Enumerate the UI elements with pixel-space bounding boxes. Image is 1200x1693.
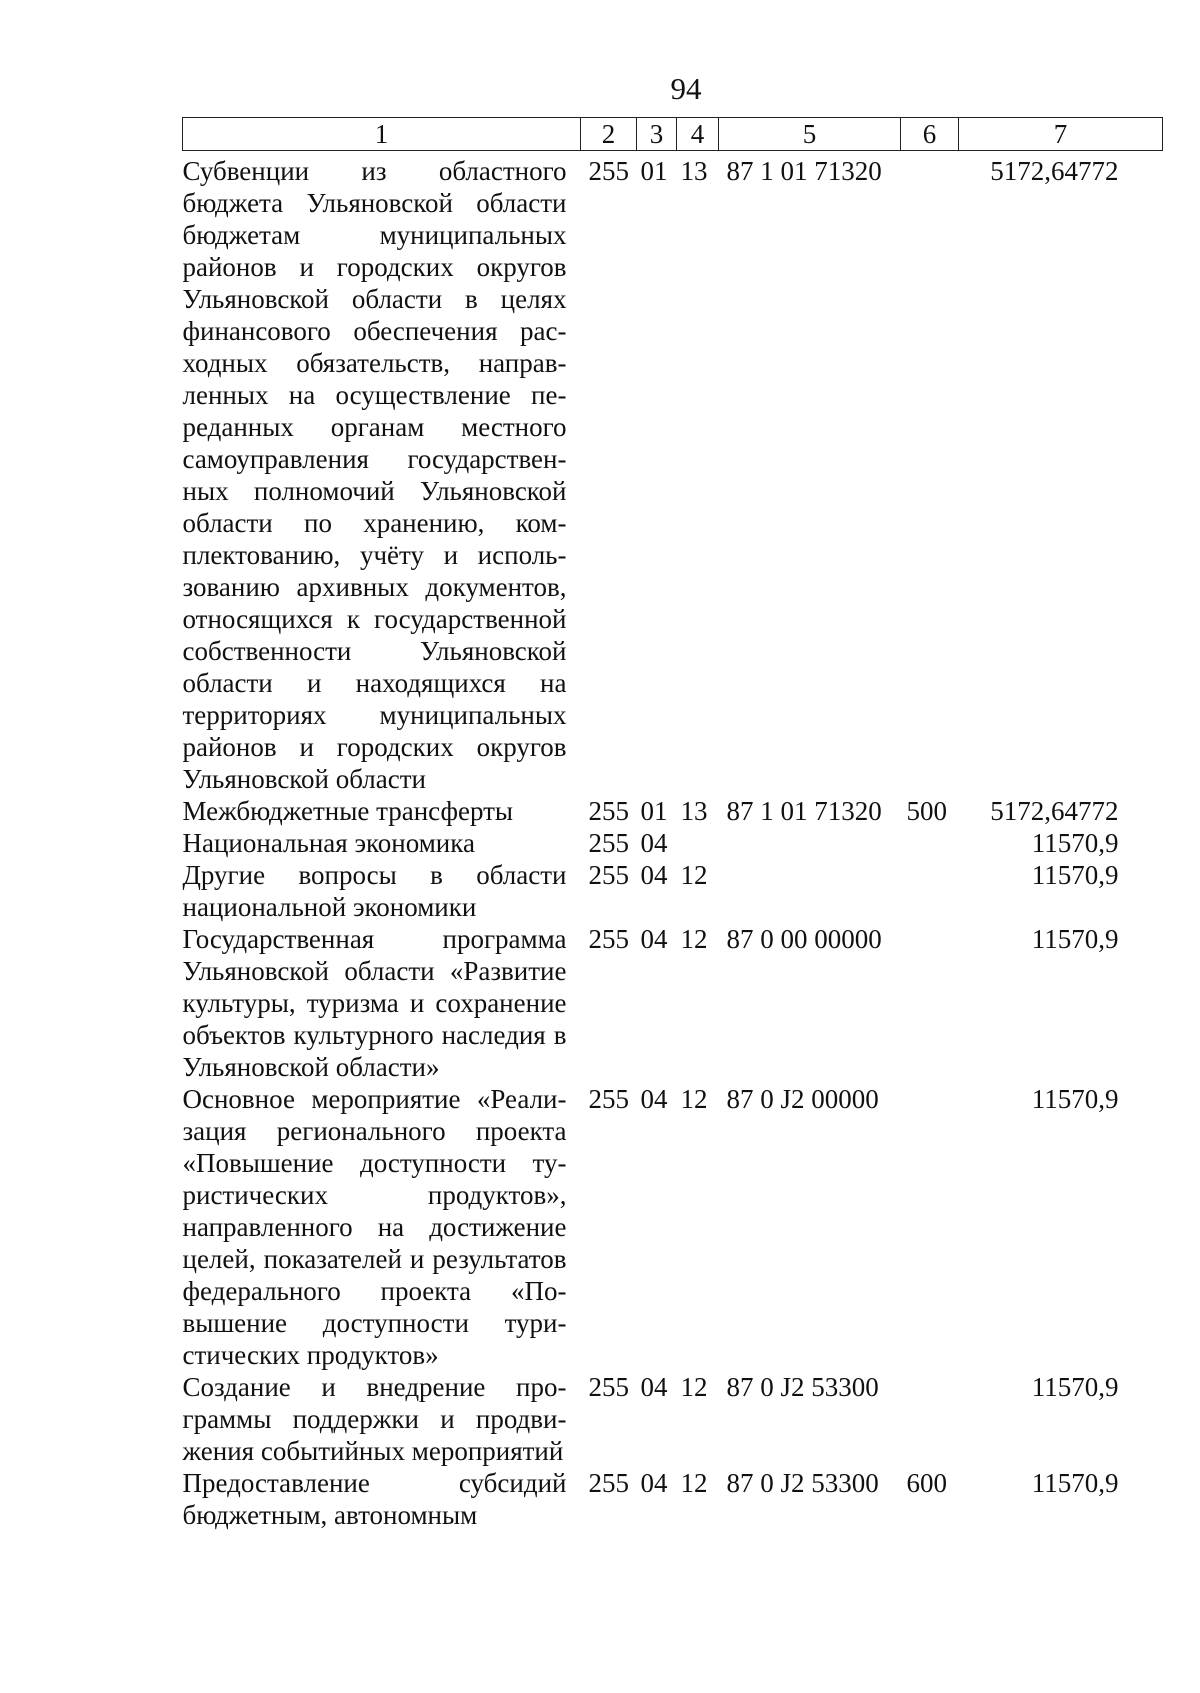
row-name: Межбюджетные трансферты (182, 796, 514, 826)
table-row (183, 923, 1163, 1083)
row-sum: 11570,9 (1031, 828, 1119, 858)
row-vr: 500 (906, 796, 947, 826)
table-row (183, 151, 1163, 796)
row-pr: 12 (680, 1468, 708, 1498)
row-name: Национальная экономика (182, 828, 475, 858)
row-vr (901, 827, 959, 859)
row-name: Государственная программа Ульяновской области «Развитие культуры, туризма и сохранение объектов культурного наследия в Ульяновской области» (182, 924, 567, 1082)
header-col-6: 6 (901, 118, 959, 151)
row-sum: 11570,9 (1031, 860, 1119, 890)
row-vr (901, 859, 959, 923)
row-gr: 255 (588, 924, 629, 954)
row-vr (901, 923, 959, 1083)
header-col-1: 1 (183, 118, 581, 151)
row-sum: 5172,64772 (990, 156, 1119, 186)
row-sum: 11570,9 (1031, 1372, 1119, 1402)
row-csr: 87 0 00 00000 (726, 924, 882, 954)
row-rz: 04 (640, 1084, 668, 1114)
row-pr: 12 (680, 1372, 708, 1402)
table-row (183, 1083, 1163, 1371)
row-csr: 87 0 J2 53300 (726, 1372, 879, 1402)
row-pr: 12 (680, 924, 708, 954)
row-pr: 12 (680, 1084, 708, 1114)
row-pr: 12 (680, 860, 708, 890)
row-vr: 600 (906, 1468, 947, 1498)
header-row (183, 118, 1163, 151)
table-row (183, 1467, 1163, 1531)
header-col-2: 2 (581, 118, 637, 151)
row-sum: 5172,64772 (990, 796, 1119, 826)
row-pr: 13 (680, 156, 708, 186)
budget-table (182, 117, 1163, 1531)
row-csr: 87 0 J2 00000 (726, 1084, 879, 1114)
row-name: Другие вопросы в области национальной экономики (182, 860, 567, 922)
header-col-5: 5 (719, 118, 901, 151)
row-name: Предоставление субсидий бюджетным, автономным (182, 1468, 567, 1530)
table-body (183, 151, 1163, 1532)
row-rz: 04 (640, 828, 668, 858)
page-number: 94 (670, 71, 702, 106)
row-rz: 01 (640, 156, 668, 186)
row-csr (719, 827, 901, 859)
row-vr (901, 1371, 959, 1467)
row-gr: 255 (588, 1468, 629, 1498)
row-name: Создание и внедрение программы поддержки и продвижения событийных мероприятий (182, 1372, 567, 1466)
row-rz: 01 (640, 796, 668, 826)
header-col-4: 4 (677, 118, 719, 151)
row-gr: 255 (588, 1372, 629, 1402)
row-gr: 255 (588, 156, 629, 186)
row-csr (719, 859, 901, 923)
table-row (183, 1371, 1163, 1467)
table-row (183, 827, 1163, 859)
row-sum: 11570,9 (1031, 1468, 1119, 1498)
row-vr (901, 151, 959, 796)
row-sum: 11570,9 (1031, 924, 1119, 954)
row-name: Основное мероприятие «Реализация регионального проекта «Повышение доступности туристических продуктов», направленного на достижение целей, показателей и результатов федерального проекта «Повышение доступности туристических продуктов» (182, 1084, 567, 1370)
row-rz: 04 (640, 1372, 668, 1402)
table-row (183, 795, 1163, 827)
table-row (183, 859, 1163, 923)
row-gr: 255 (588, 1084, 629, 1114)
row-gr: 255 (588, 828, 629, 858)
table-header (183, 118, 1163, 151)
row-rz: 04 (640, 924, 668, 954)
row-gr: 255 (588, 860, 629, 890)
header-col-7: 7 (959, 118, 1163, 151)
row-csr: 87 1 01 71320 (726, 796, 882, 826)
header-col-3: 3 (637, 118, 677, 151)
row-csr: 87 0 J2 53300 (726, 1468, 879, 1498)
row-name: Субвенции из областного бюджета Ульяновской области бюджетам муниципальных районов и городских округов Ульяновской области в целях финансового обеспечения расходных обязательств, направленных на осуществление переданных органам местного самоуправления государственных полномочий Ульяновской области по хранению, комплектованию, учёту и использованию архивных документов, относящихся к государственной собственности Ульяновской области и находящихся на территориях муниципальных районов и городских округов Ульяновской области (182, 156, 567, 794)
row-rz: 04 (640, 860, 668, 890)
row-rz: 04 (640, 1468, 668, 1498)
row-vr (901, 1083, 959, 1371)
row-csr: 87 1 01 71320 (726, 156, 882, 186)
row-pr (677, 827, 719, 859)
row-sum: 11570,9 (1031, 1084, 1119, 1114)
row-pr: 13 (680, 796, 708, 826)
row-gr: 255 (588, 796, 629, 826)
